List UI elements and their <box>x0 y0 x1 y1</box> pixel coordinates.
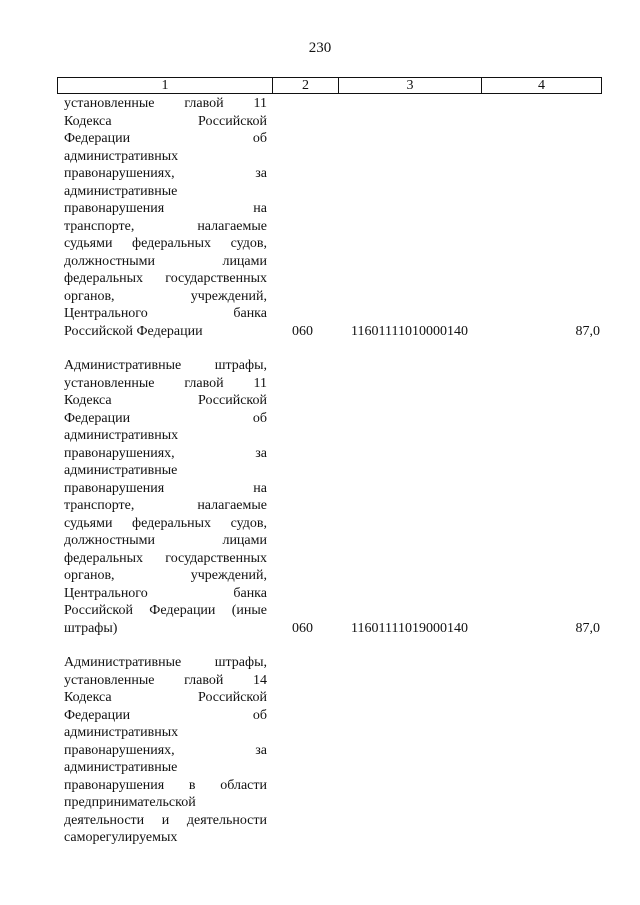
page-number: 230 <box>308 40 332 56</box>
description-line: правонарушения на <box>64 480 267 496</box>
description-line: федеральных государственных <box>64 271 267 286</box>
description-line: Федерации об <box>64 707 267 723</box>
header-col-2: 2 <box>273 78 339 93</box>
description-line: административных <box>64 725 179 740</box>
row-kbk-code: 11601111019000140 <box>351 620 468 636</box>
description-line: судьями федеральных судов, <box>64 236 267 251</box>
description-line: административных <box>64 428 179 443</box>
table-body <box>57 95 602 864</box>
description-line: Российской Федерации (иные <box>64 603 267 618</box>
description-line: Федерации об <box>64 410 267 426</box>
header-col-4: 4 <box>538 78 545 93</box>
description-line: правонарушениях, за <box>64 166 267 181</box>
description-line: Кодекса Российской <box>64 393 267 408</box>
description-line: органов, учреждений, <box>64 288 267 304</box>
description-line: правонарушения на <box>64 201 267 216</box>
header-col-1: 1 <box>58 78 273 93</box>
row-kbk-code: 11601111010000140 <box>351 323 468 339</box>
table-row <box>57 654 602 847</box>
table-row <box>57 357 602 637</box>
description-line: Административные штрафы, <box>64 655 267 670</box>
description-line: Центрального банка <box>64 585 267 601</box>
header-col-3: 3 <box>339 78 482 93</box>
description-line: должностными лицами <box>64 533 267 548</box>
description-line: штрафы) <box>64 620 118 636</box>
description-line: административных <box>64 148 179 164</box>
table-header <box>57 77 602 94</box>
description-line: Административные штрафы, <box>64 358 267 373</box>
row-description <box>57 357 267 637</box>
description-line: Кодекса Российской <box>64 690 267 705</box>
description-line: транспорте, налагаемые <box>64 498 267 513</box>
row-admin-code: 060 <box>292 323 313 339</box>
description-line: правонарушениях, за <box>64 742 267 758</box>
description-line: предпринимательской <box>64 795 196 810</box>
description-line: судьями федеральных судов, <box>64 515 267 531</box>
description-line: административные <box>64 463 178 478</box>
description-line: транспорте, налагаемые <box>64 218 267 234</box>
row-description <box>57 95 267 340</box>
description-line: правонарушения в области <box>64 777 267 793</box>
description-line: Федерации об <box>64 131 267 146</box>
row-description <box>57 654 267 847</box>
description-line: Российской Федерации <box>64 323 203 339</box>
description-line: административные <box>64 183 178 199</box>
description-line: саморегулируемых <box>64 830 178 845</box>
row-amount: 87,0 <box>575 620 600 636</box>
description-line: Кодекса Российской <box>64 113 267 129</box>
row-amount: 87,0 <box>575 323 600 339</box>
description-line: органов, учреждений, <box>64 568 267 583</box>
description-line: установленные главой 14 <box>64 672 267 688</box>
description-line: деятельности и деятельности <box>64 812 267 828</box>
description-line: установленные главой 11 <box>64 96 267 111</box>
row-admin-code: 060 <box>292 620 313 636</box>
description-line: федеральных государственных <box>64 550 267 566</box>
description-line: административные <box>64 760 178 775</box>
table-row <box>57 95 602 340</box>
description-line: установленные главой 11 <box>64 375 267 391</box>
description-line: Центрального банка <box>64 306 267 321</box>
description-line: правонарушениях, за <box>64 445 267 461</box>
description-line: должностными лицами <box>64 253 267 269</box>
